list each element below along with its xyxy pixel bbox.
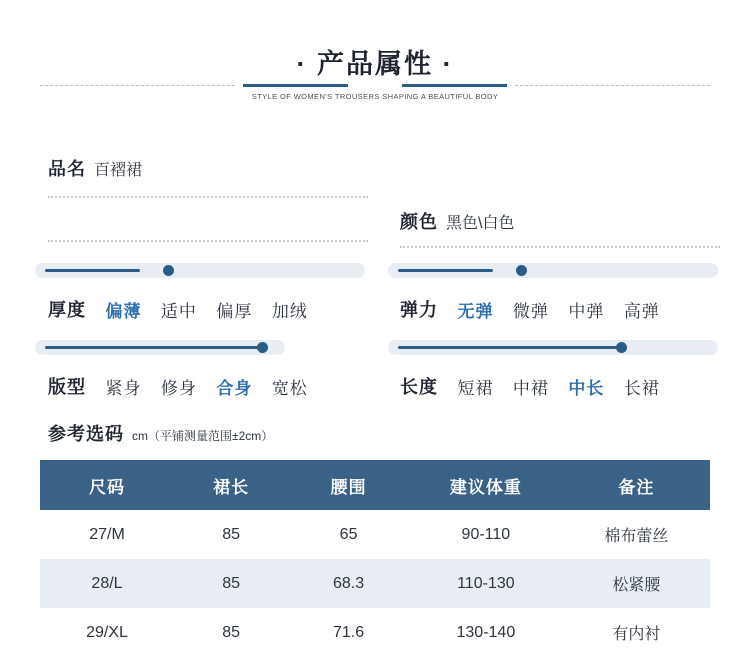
color-underline xyxy=(400,246,720,248)
thickness-option-3[interactable]: 加绒 xyxy=(271,301,308,321)
length-slider-fill xyxy=(398,346,623,349)
table-row xyxy=(40,559,710,608)
cell-size: 28/L xyxy=(40,559,174,608)
thickness-option-2[interactable]: 偏厚 xyxy=(216,301,253,321)
page-header xyxy=(0,0,750,120)
length-slider-track[interactable] xyxy=(388,340,718,355)
elasticity-label: 弹力 xyxy=(400,300,438,320)
cell-waist: 71.6 xyxy=(288,608,409,657)
color-value: 黑色\白色 xyxy=(446,215,515,232)
elasticity-slider-knob[interactable] xyxy=(516,265,527,276)
table-row xyxy=(40,608,710,657)
fit-option-2[interactable]: 合身 xyxy=(216,378,253,398)
elasticity-options xyxy=(400,296,660,322)
header-rule-left xyxy=(243,84,348,87)
header-dashed-line-left xyxy=(40,85,235,87)
length-options xyxy=(400,373,660,399)
page-subtitle: STYLE OF WOMEN'S TROUSERS SHAPING A BEAUTIFUL BODY xyxy=(251,92,499,101)
fit-label: 版型 xyxy=(48,377,86,397)
elasticity-slider-fill xyxy=(398,269,493,272)
elasticity-option-0[interactable]: 无弹 xyxy=(457,301,494,321)
color-row xyxy=(400,208,514,234)
length-option-0[interactable]: 短裙 xyxy=(457,378,494,398)
header-rule-right xyxy=(402,84,507,87)
product-name-underline xyxy=(48,196,368,198)
cell-weight: 90-110 xyxy=(409,510,563,559)
product-name-label: 品名 xyxy=(48,159,86,179)
fit-options xyxy=(48,373,308,399)
size-reference-unit: cm xyxy=(132,429,148,443)
cell-remark: 有内衬 xyxy=(563,608,710,657)
length-option-3[interactable]: 长裙 xyxy=(623,378,660,398)
thickness-option-0[interactable]: 偏薄 xyxy=(105,301,142,321)
length-slider-knob[interactable] xyxy=(616,342,627,353)
column-header-weight: 建议体重 xyxy=(409,460,563,510)
product-name-value: 百褶裙 xyxy=(94,162,143,179)
thickness-option-1[interactable]: 适中 xyxy=(160,301,197,321)
fit-option-1[interactable]: 修身 xyxy=(160,378,197,398)
cell-waist: 68.3 xyxy=(288,559,409,608)
thickness-options xyxy=(48,296,308,322)
column-header-waist: 腰围 xyxy=(288,460,409,510)
fit-slider-fill xyxy=(45,346,263,349)
elasticity-option-2[interactable]: 中弹 xyxy=(568,301,605,321)
size-table xyxy=(40,460,710,657)
fit-slider-track[interactable] xyxy=(35,340,285,355)
elasticity-slider-track[interactable] xyxy=(388,263,718,278)
cell-waist: 65 xyxy=(288,510,409,559)
table-header-row xyxy=(40,460,710,510)
column-header-remark: 备注 xyxy=(563,460,710,510)
cell-size: 27/M xyxy=(40,510,174,559)
thickness-slider-track[interactable] xyxy=(35,263,365,278)
cell-remark: 棉布蕾丝 xyxy=(563,510,710,559)
size-reference-title xyxy=(48,420,273,446)
cell-skirt-length: 85 xyxy=(174,608,288,657)
thickness-slider-fill xyxy=(45,269,140,272)
table-row xyxy=(40,510,710,559)
cell-skirt-length: 85 xyxy=(174,559,288,608)
size-reference-label: 参考选码 xyxy=(48,424,124,444)
length-label: 长度 xyxy=(400,377,438,397)
cell-weight: 130-140 xyxy=(409,608,563,657)
column-header-skirt-length: 裙长 xyxy=(174,460,288,510)
cell-weight: 110-130 xyxy=(409,559,563,608)
header-dashed-line-right xyxy=(515,85,710,87)
column-header-size: 尺码 xyxy=(40,460,174,510)
length-option-1[interactable]: 中裙 xyxy=(512,378,549,398)
elasticity-option-3[interactable]: 高弹 xyxy=(623,301,660,321)
cell-skirt-length: 85 xyxy=(174,510,288,559)
thickness-slider-knob[interactable] xyxy=(163,265,174,276)
page-title: · 产品属性 · xyxy=(296,49,454,79)
fit-option-3[interactable]: 宽松 xyxy=(271,378,308,398)
fit-option-0[interactable]: 紧身 xyxy=(105,378,142,398)
size-reference-note: （平铺测量范围±2cm） xyxy=(148,429,274,443)
product-name-row xyxy=(48,155,142,181)
cell-size: 29/XL xyxy=(40,608,174,657)
fit-slider-knob[interactable] xyxy=(257,342,268,353)
color-label: 颜色 xyxy=(400,212,438,232)
length-option-2[interactable]: 中长 xyxy=(568,378,605,398)
thickness-label: 厚度 xyxy=(48,300,86,320)
cell-remark: 松紧腰 xyxy=(563,559,710,608)
elasticity-option-1[interactable]: 微弹 xyxy=(512,301,549,321)
left-divider-line xyxy=(48,240,368,242)
